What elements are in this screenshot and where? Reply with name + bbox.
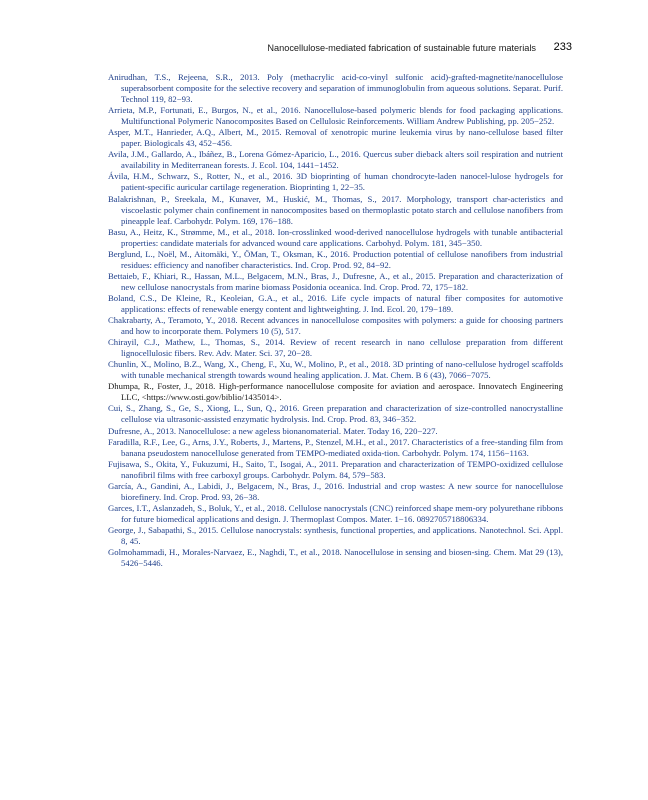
reference-item[interactable]: Chirayil, C.J., Mathew, L., Thomas, S., 2014. Review of recent research in nano cellulose preparation from different lignocellulosic fibers. Rev. Adv. Mater. Sci. 37, 20−28. (108, 337, 563, 359)
reference-item[interactable]: Faradilla, R.F., Lee, G., Arns, J.Y., Roberts, J., Martens, P., Stenzel, M.H., et al., 2017. Characteristics of a free-standing film from banana pseudostem nanocellulose generated from TEMPO-mediated oxida-tion. Carbohydr. Polym. 174, 1156−1163. (108, 436, 563, 458)
reference-item[interactable]: Balakrishnan, P., Sreekala, M., Kunaver, M., Huskić, M., Thomas, S., 2017. Morphology, transport char-acteristics and viscoelastic polymer chain confinement in nanocomposites based on thermoplastic potato starch and cellulose nanofibers from pineapple leaf. Carbohydr. Polym. 169, 176−188. (108, 193, 563, 226)
reference-item[interactable]: Boland, C.S., De Kleine, R., Keoleian, G.A., et al., 2016. Life cycle impacts of natural fiber composites for automotive applications: effects of renewable energy content and lightweighting. J. Ind. Ecol. 20, 179−189. (108, 292, 563, 314)
reference-item[interactable]: Berglund, L., Noël, M., Aitomäki, Y., ÖMan, T., Oksman, K., 2016. Production potential of cellulose nanofibers from industrial residues: efficiency and nanofiber characteristics. Ind. Crop. Prod. 92, 84−92. (108, 248, 563, 270)
reference-item[interactable]: García, A., Gandini, A., Labidi, J., Belgacem, N., Bras, J., 2016. Industrial and crop wastes: A new source for nanocellulose biorefinery. Ind. Crop. Prod. 93, 26−38. (108, 480, 563, 502)
reference-item[interactable]: Golmohammadi, H., Morales-Narvaez, E., Naghdi, T., et al., 2018. Nanocellulose in sensing and biosen-sing. Chem. Mat 29 (13), 5426−5446. (108, 547, 563, 569)
page-number: 233 (553, 41, 572, 53)
reference-item[interactable]: Dufresne, A., 2013. Nanocellulose: a new ageless bionanomaterial. Mater. Today 16, 220−227. (108, 425, 438, 436)
reference-item[interactable]: Chakrabarty, A., Teramoto, Y., 2018. Recent advances in nanocellulose composites with polymers: a guide for choosing partners and how to incorporate them. Polymers 10 (5), 517. (108, 315, 563, 337)
running-title: Nanocellulose-mediated fabrication of sustainable future materials (267, 43, 536, 53)
reference-item[interactable]: Ávila, H.M., Schwarz, S., Rotter, N., et al., 2016. 3D bioprinting of human chondrocyte-laden nanocel-lulose hydrogels for patient-specific auricular cartilage regeneration. Bioprinting 1, 22−35. (108, 171, 563, 193)
reference-list (108, 72, 563, 569)
reference-item[interactable]: George, J., Sabapathi, S., 2015. Cellulose nanocrystals: synthesis, functional properties, and applications. Nanotechnol. Sci. Appl. 8, 45. (108, 524, 563, 546)
reference-item[interactable]: Cui, S., Zhang, S., Ge, S., Xiong, L., Sun, Q., 2016. Green preparation and characterization of size-controlled nanocrystalline cellulose via ultrasonic-assisted enzymatic hydrolysis. Ind. Crop. Prod. 83, 346−352. (108, 403, 563, 425)
reference-item[interactable]: Basu, A., Heitz, K., Strømme, M., et al., 2018. Ion-crosslinked wood-derived nanocellulose hydrogels with tunable antibacterial properties: candidate materials for advanced wound care applications. Carbohyd. Polym. 181, 345−350. (108, 226, 563, 248)
reference-item[interactable]: Garces, I.T., Aslanzadeh, S., Boluk, Y., et al., 2018. Cellulose nanocrystals (CNC) reinforced shape mem-ory polyurethane ribbons for future biomedical applications and design. J. Thermoplast Compos. Mater. 1−16. 0892705718806334. (108, 502, 563, 524)
reference-item[interactable]: Anirudhan, T.S., Rejeena, S.R., 2013. Poly (methacrylic acid-co-vinyl sulfonic acid)-grafted-magnetite/nanocellulose superabsorbent composite for the selective recovery and separation of immunoglobulin from aqueous solutions. Separat. Purif. Technol 119, 82−93. (108, 72, 563, 105)
reference-item[interactable]: Fujisawa, S., Okita, Y., Fukuzumi, H., Saito, T., Isogai, A., 2011. Preparation and characterization of TEMPO-oxidized cellulose nanofibril films with free carboxyl groups. Carbohydr. Polym. 84, 579−583. (108, 458, 563, 480)
reference-item[interactable]: Bettaieb, F., Khiari, R., Hassan, M.L., Belgacem, M.N., Bras, J., Dufresne, A., et al., 2015. Preparation and characterization of new cellulose nanocrystals from marine biomass Posidonia oceanica. Ind. Crop. Prod. 72, 175−182. (108, 270, 563, 292)
reference-item[interactable]: Asper, M.T., Hanrieder, A.Q., Albert, M., 2015. Removal of xenotropic murine leukemia virus by nano-cellulose based filter paper. Biologicals 43, 452−456. (108, 127, 563, 149)
running-header (90, 40, 572, 56)
reference-item[interactable]: Avila, J.M., Gallardo, A., Ibáñez, B., Lorena Gómez-Aparicio, L., 2016. Quercus suber dieback alters soil respiration and nutrient availability in Mediterranean forests. J. Ecol. 104, 1441−1452. (108, 149, 563, 171)
reference-item[interactable]: Chunlin, X., Molino, B.Z., Wang, X., Cheng, F., Xu, W., Molino, P., et al., 2018. 3D printing of nano-cellulose hydrogel scaffolds with tunable mechanical strength towards wound healing application. J. Mat. Chem. B 6 (43), 7066−7075. (108, 359, 563, 381)
reference-item[interactable]: Arrieta, M.P., Fortunati, E., Burgos, N., et al., 2016. Nanocellulose-based polymeric blends for food packaging applications. Multifunctional Polymeric Nanocomposites Based on Cellulosic Reinforcements. William Andrew Publishing, pp. 205−252. (108, 105, 563, 127)
reference-item-unlinked: Dhumpa, R., Foster, J., 2018. High-performance nanocellulose composite for aviation and aerospace. Innovatech Engineering LLC, <https://www.osti.gov/biblio/1435014>. (108, 381, 563, 403)
